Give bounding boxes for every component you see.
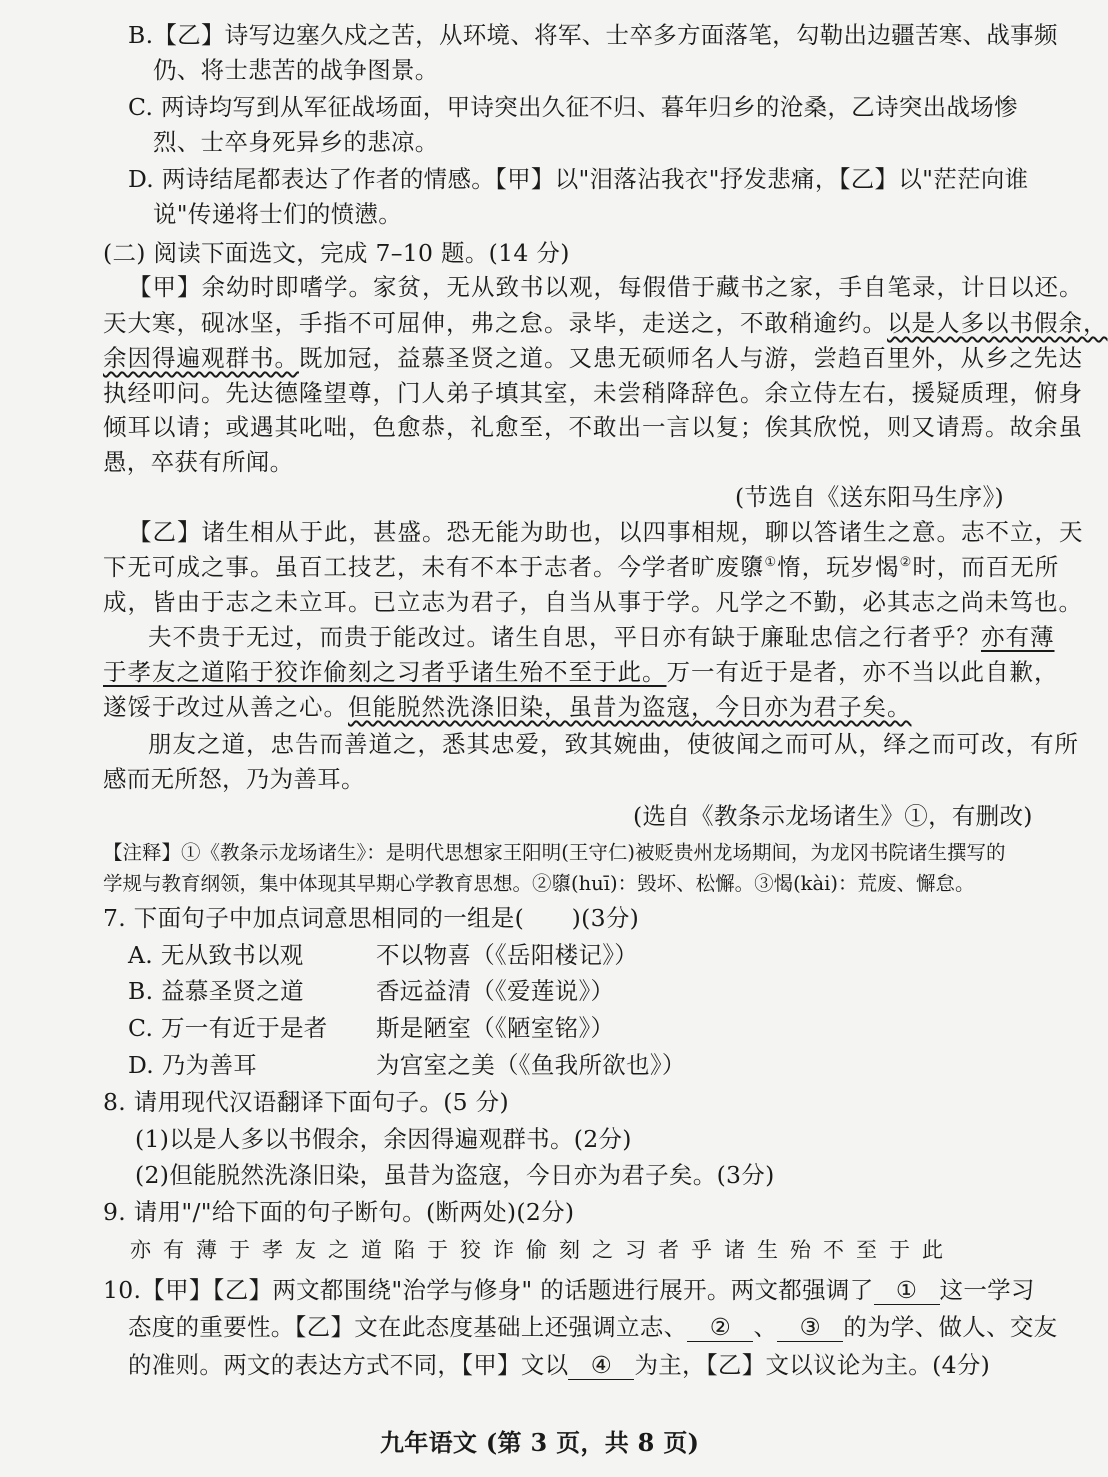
jia-wavy-sentence-a: 以是人多以书假余， [887,309,1108,337]
yi-p1-line-2: 下无可成之事。虽百工技艺，未有不本于志者。今学者旷废隳①惰，玩岁愒②时，而百无所 [103,553,1060,581]
yi-underlined-sentence-b: 于孝友之道陷于狡诈偷刻之习者乎诸生殆不至于此。 [103,658,667,686]
notes-line-2: 学规与教育纲领，集中体现其早期心学教育思想。②隳(huī)：毁坏、松懈。③愒(kài)：荒废、懈怠。 [103,872,975,895]
yi-p2-line-3: 遂馁于改过从善之心。但能脱然洗涤旧染，虽昔为盗寇，今日亦为君子矣。 [103,693,912,721]
note-mark: ② [899,555,913,571]
yi-p2-line-2: 于孝友之道陷于狡诈偷刻之习者乎诸生殆不至于此。万一有近于是者，亦不当以此自歉， [103,658,1059,686]
q8-stem: 8. 请用现代汉语翻译下面句子。(5 分) [103,1088,509,1116]
jia-line-3: 余因得遍观群书。既加冠，益慕圣贤之道。又患无硕师名人与游，尝趋百里外，从乡之先达 [103,344,1083,372]
fill-blank-2[interactable]: ② [687,1313,753,1342]
q6-option-c-line1: C. 两诗均写到从军征战场面，甲诗突出久征不归、暮年归乡的沧桑，乙诗突出战场惨 [128,93,1018,121]
q7-option-d-left: D. 乃为善耳 [128,1051,258,1079]
q10-line-3: 的准则。两文的表达方式不同，【甲】文以 ④ 为主，【乙】文以议论为主。(4分) [128,1351,991,1379]
q6-option-c-line2: 烈、士卒身死异乡的悲凉。 [153,128,439,156]
yi-underlined-sentence-a: 亦有薄 [981,623,1055,651]
q7-option-d-right: 为宫室之美（《鱼我所欲也》） [376,1051,686,1079]
jia-line-4: 执经叩问。先达德隆望尊，门人弟子填其室，未尝稍降辞色。余立侍左右，援疑质理，俯身 [103,379,1083,407]
notes-line-1: 【注释】①《教条示龙场诸生》：是明代思想家王阳明(王守仁)被贬贵州龙场期间，为龙冈书院诸生撰写的 [103,841,1006,864]
q10-line-2: 态度的重要性。【乙】文在此态度基础上还强调立志、 ② 、 ③ 的为学、做人、交友 [128,1313,1058,1341]
q8-sentence-1: (1)以是人多以书假余，余因得遍观群书。(2分) [135,1125,632,1153]
yi-p1-line-1: 【乙】诸生相从于此，甚盛。恐无能为助也，以四事相规，聊以答诸生之意。志不立，天 [128,518,1084,546]
q10-line-1: 10.【甲】【乙】两文都围绕"治学与修身" 的话题进行展开。两文都强调了 ① 这一学习 [103,1276,1035,1304]
q9-sentence: 亦有薄于孝友之道陷于狡诈偷刻之习者乎诸生殆不至于此 [130,1238,955,1262]
jia-source: (节选自《送东阳马生序》) [735,483,1004,511]
fill-blank-4[interactable]: ④ [568,1351,634,1380]
page-footer: 九年语文 (第 3 页，共 8 页) [380,1428,700,1457]
note-mark: ① [764,555,778,571]
q7-option-a-right: 不以物喜（《岳阳楼记》） [376,941,639,969]
q6-option-b-line1: B.【乙】诗写边塞久戍之苦，从环境、将军、士卒多方面落笔，勾勒出边疆苦寒、战事频 [128,21,1058,49]
yi-p3-line-2: 感而无所怒，乃为善耳。 [103,765,365,793]
jia-line-2: 天大寒，砚冰坚，手指不可屈伸，弗之怠。录毕，走送之，不敢稍逾约。以是人多以书假余， [103,309,1108,337]
q9-stem: 9. 请用"/"给下面的句子断句。(断两处)(2分) [103,1198,575,1226]
fill-blank-3[interactable]: ③ [777,1313,843,1342]
q7-option-b-right: 香远益清（《爱莲说》） [376,977,615,1005]
q7-stem: 7. 下面句子中加点词意思相同的一组是( )(3分) [103,904,640,932]
q7-option-c-right: 斯是陋室（《陋室铭》） [376,1014,615,1042]
jia-line-1: 【甲】余幼时即嗜学。家贫，无从致书以观，每假借于藏书之家，手自笔录，计日以还。 [128,273,1084,301]
q6-option-d-line2: 说"传递将士们的愤懑。 [153,200,403,228]
yi-p3-line-1: 朋友之道，忠告而善道之，悉其忠爱，致其婉曲，使彼闻之而可从，绎之而可改，有所 [148,730,1079,758]
yi-wavy-sentence: 但能脱然洗涤旧染，虽昔为盗寇，今日亦为君子矣。 [348,693,912,721]
jia-line-5: 倾耳以请；或遇其叱咄，色愈恭，礼愈至，不敢出一言以复；俟其欣悦，则又请焉。故余虽 [103,413,1083,441]
q6-option-d-line1: D. 两诗结尾都表达了作者的情感。【甲】以"泪落沾我衣"抒发悲痛，【乙】以"茫茫向谁 [128,165,1029,193]
yi-p1-line-3: 成，皆由于志之未立耳。已立志为君子，自当从事于学。凡学之不勤，必其志之尚未笃也。 [103,588,1083,616]
fill-blank-1[interactable]: ① [874,1276,940,1305]
jia-wavy-sentence-b: 余因得遍观群书。 [103,344,299,372]
jia-line-6: 愚，卒获有所闻。 [103,448,294,476]
yi-p2-line-1: 夫不贵于无过，而贵于能改过。诸生自思，平日亦有缺于廉耻忠信之行者乎？亦有薄 [148,623,1055,651]
q8-sentence-2: (2)但能脱然洗涤旧染，虽昔为盗寇，今日亦为君子矣。(3分) [135,1161,775,1189]
section-heading: (二) 阅读下面选文，完成 7–10 题。(14 分) [103,239,570,267]
q7-option-a-left: A. 无从致书以观 [128,941,304,969]
q7-option-c-left: C. 万一有近于是者 [128,1014,328,1042]
q6-option-b-line2: 仍、将士悲苦的战争图景。 [153,56,439,84]
q7-option-b-left: B. 益慕圣贤之道 [128,977,304,1005]
yi-source: (选自《教条示龙场诸生》①，有删改) [633,802,1033,830]
